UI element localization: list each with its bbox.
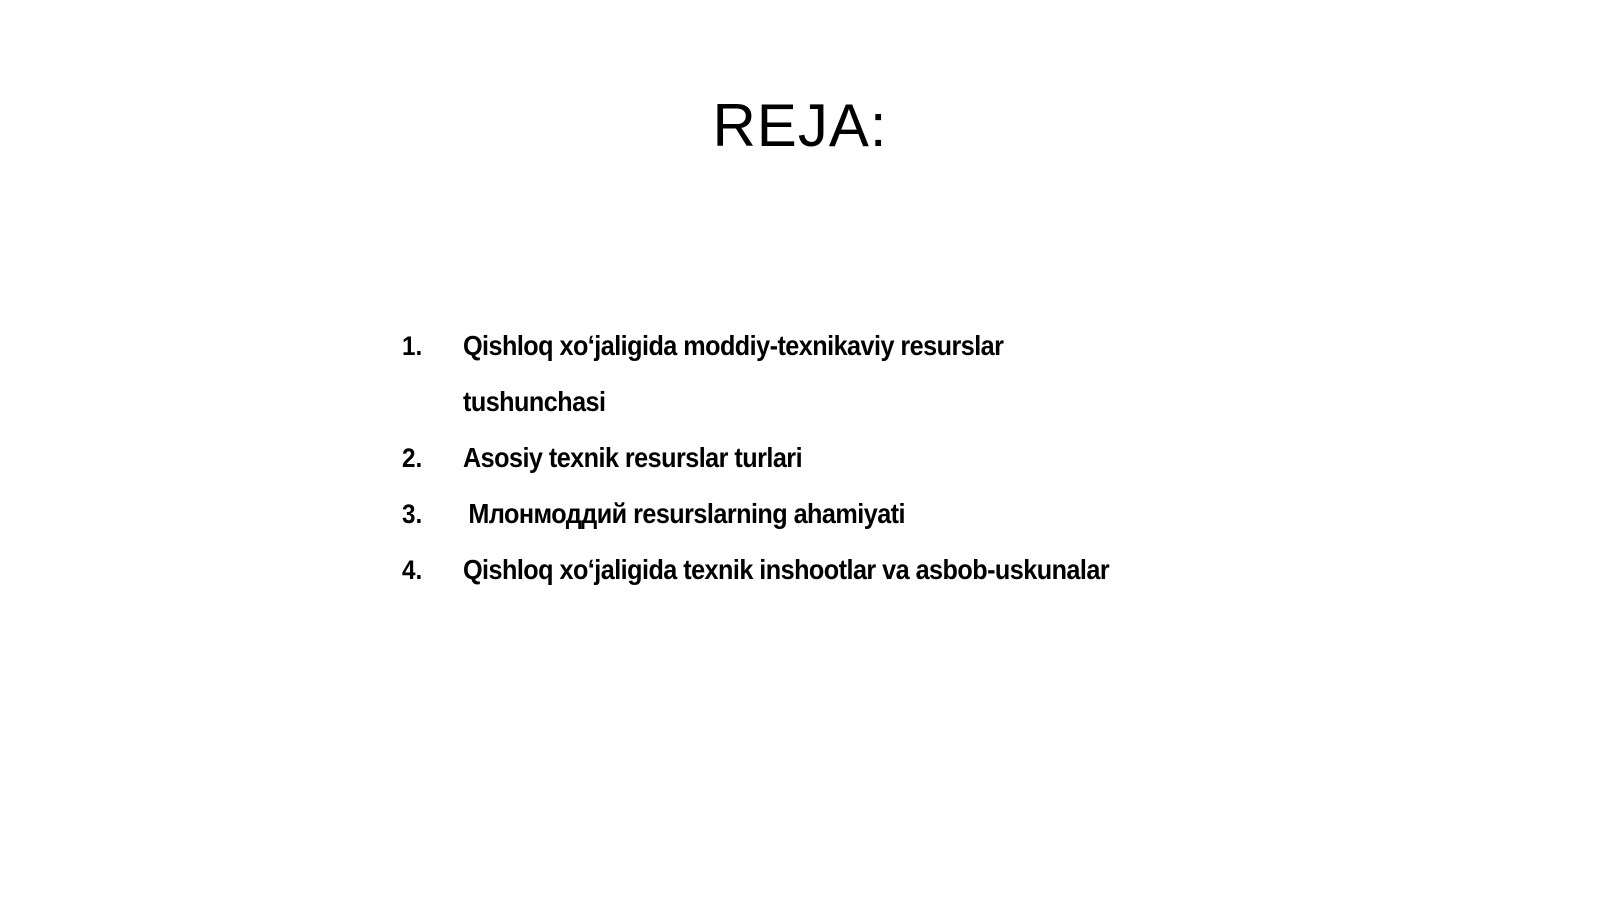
plan-item-text: Asosiy texnik resurslar turlari	[463, 442, 803, 473]
plan-item-1	[402, 318, 1182, 430]
plan-item-number: 4.	[402, 555, 423, 585]
plan-list	[402, 318, 1182, 598]
plan-item-text: Млонмоддий resurslarning ahamiyati	[468, 498, 905, 529]
plan-item-text: Qishloq xoʻjaligida moddiy-texnikaviy resurslar tushunchasi	[463, 330, 1010, 417]
plan-item-text: Qishloq xoʻjaligida texnik inshootlar va asbob-uskunalar	[463, 554, 1110, 585]
plan-item-number: 2.	[402, 443, 423, 473]
plan-item-number: 3.	[402, 499, 423, 529]
plan-item-3	[402, 486, 1182, 542]
plan-item-4	[402, 542, 1182, 598]
plan-item-2	[402, 430, 1182, 486]
plan-item-number: 1.	[402, 331, 423, 361]
slide-title: REJA:	[712, 92, 888, 159]
